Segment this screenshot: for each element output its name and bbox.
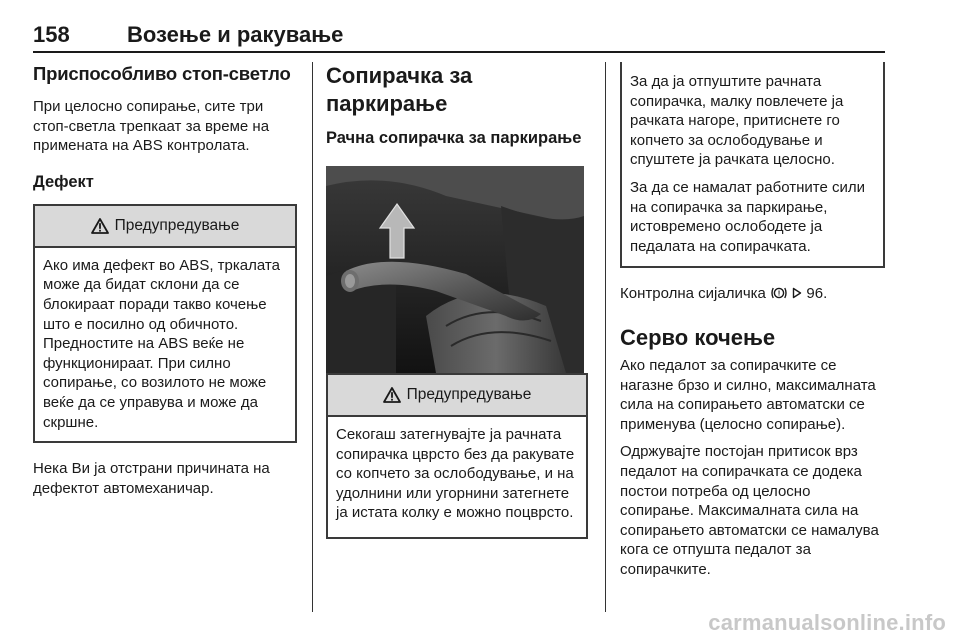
page-header <box>33 22 885 54</box>
fault-subheading: Дефект <box>33 172 94 191</box>
mechanic-paragraph: Нека Ви ја отстрани причината на дефектот автомеханичар. <box>33 460 270 497</box>
column-divider-2 <box>605 62 606 612</box>
section-heading-brake-light: Приспособливо стоп-светло <box>33 63 291 84</box>
reduce-force-paragraph: За да се намалат работните сили на сопирачка за паркирање, истовремено ослободете ја педалата на сопирачката. <box>630 178 865 255</box>
warning-box-header <box>35 206 295 248</box>
section-heading-servo-braking: Серво кочење <box>620 324 776 350</box>
column-divider <box>312 62 313 612</box>
brake-light-paragraph: При целосно сопирање, сите три стоп-светла трепкаат за време на примената на ABS контролата. <box>33 98 270 155</box>
warning-box-abs <box>33 204 297 443</box>
chapter-title: Возење и ракување <box>127 22 344 47</box>
column-1 <box>33 62 297 498</box>
header-rule <box>33 51 885 53</box>
warning-text-abs: Ако има дефект во ABS, тркалата може да бидат склони да се блокираат поради такво кочење што е посилно од обичното. Предностите на ABS веќе не функционираат. При силно сопирање, со возилото не може веќе да се управува и може да скршне. <box>43 256 280 431</box>
control-lamp-page: 96. <box>806 285 828 303</box>
warning-text-parking: Секогаш затегнувајте ја рачната сопирачка цврсто без да ракувате со копчето за ослободување, и на удолнини или угорнини затегнете ја истата колку е можно поцврсто. <box>336 426 575 522</box>
warning-triangle-icon <box>91 218 109 234</box>
page-number: 158 <box>33 22 70 47</box>
section-heading-parking-brake: Сопирачка за паркирање <box>326 63 473 116</box>
control-lamp-label: Контролна сијаличка <box>620 285 766 303</box>
column-2 <box>326 62 588 539</box>
release-paragraph: За да ја отпуштите рачната сопирачка, малку повлечете ја рачката нагоре, притиснете го копчето за ослободување и спуштете ја рачката целосно. <box>630 73 844 169</box>
page-reference-icon <box>792 287 802 299</box>
warning-box-parking <box>326 373 588 539</box>
warning-box-header-2 <box>328 375 586 417</box>
warning-title: Предупредување <box>114 216 240 234</box>
servo-paragraph-2: Одржувајте постојан притисок врз педалот на сопирачката се додека постои потреба од целосно сопирање. Максималната сила на сопирањето автоматски се намалува кога се отпушта педалот за сопирачките. <box>620 443 879 578</box>
hand-brake-illustration <box>326 166 584 373</box>
site-watermark: carmanualsonline.info <box>708 610 946 635</box>
svg-text:!: ! <box>777 290 781 298</box>
release-instructions-box <box>620 62 885 268</box>
servo-paragraph-1: Ако педалот за сопирачките се нагазне брзо и силно, максималната сила на сопирањето автоматски се применува (целосно сопирање). <box>620 356 876 433</box>
warning-triangle-icon <box>383 387 401 403</box>
hand-brake-photo <box>326 166 584 373</box>
control-lamp-reference <box>620 284 885 304</box>
column-3 <box>620 62 885 579</box>
brake-warning-lamp-icon <box>770 286 788 300</box>
warning-box-body-2 <box>328 417 586 537</box>
warning-title-2: Предупредување <box>406 386 532 403</box>
hand-brake-subheading: Рачна сопирачка за паркирање <box>326 129 582 147</box>
warning-box-body <box>35 248 295 441</box>
